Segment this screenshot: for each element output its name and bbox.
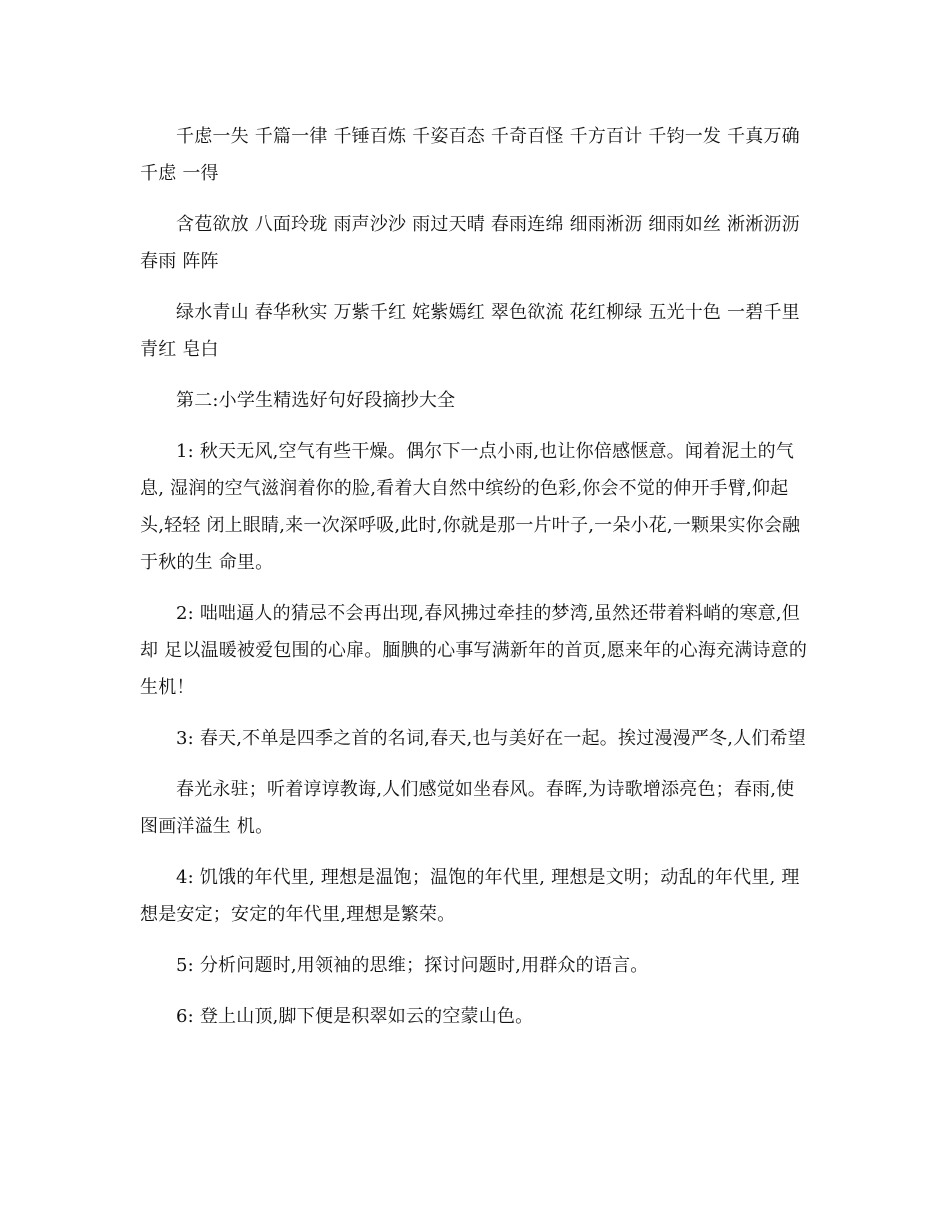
sentence-5: 5: 分析问题时,用领袖的思维；探讨问题时,用群众的语言。 [176, 955, 649, 976]
idiom-list-2: 含苞欲放 八面玲珑 雨声沙沙 雨过天晴 春雨连绵 细雨淅沥 细雨如丝 淅淅沥沥 春雨 阵阵 [140, 214, 800, 272]
sentence-1: 1: 秋天无风,空气有些干燥。偶尔下一点小雨,也让你倍感惬意。闻着泥土的气息, 湿润的空气滋润着你的脸,看着大自然中缤纷的色彩,你会不觉的伸开手臂,仰起头,轻轻 闭上眼睛,来一次深呼吸,此时,你就是那一片叶子,一朵小花,一颗果实你会融于秋的生 命里。 [140, 441, 801, 573]
sentence-2: 2: 咄咄逼人的猜忌不会再出现,春风拂过牵挂的梦湾,虽然还带着料峭的寒意,但却 足以温暖被爱包围的心扉。腼腆的心事写满新年的首页,愿来年的心海充满诗意的生机！ [140, 603, 808, 698]
document-body [140, 118, 810, 1049]
sentence-3: 3: 春天,不单是四季之首的名词,春天,也与美好在一起。挨过漫漫严冬,人们希望 [176, 728, 806, 749]
sentence-3-continued: 春光永驻；听着谆谆教诲,人们感觉如坐春风。春晖,为诗歌增添亮色；春雨,使图画洋溢生 机。 [140, 779, 795, 837]
section-heading: 第二:小学生精选好句好段摘抄大全 [176, 390, 456, 411]
idiom-list-3: 绿水青山 春华秋实 万紫千红 姹紫嫣红 翠色欲流 花红柳绿 五光十色 一碧千里 青红 皂白 [140, 302, 800, 360]
sentence-6: 6: 登上山顶,脚下便是积翠如云的空蒙山色。 [176, 1006, 534, 1027]
sentence-4: 4: 饥饿的年代里, 理想是温饱；温饱的年代里, 理想是文明；动乱的年代里, 理想是安定；安定的年代里,理想是繁荣。 [140, 867, 800, 925]
idiom-list-1: 千虑一失 千篇一律 千锤百炼 千姿百态 千奇百怪 千方百计 千钧一发 千真万确 千虑 一得 [140, 126, 800, 184]
